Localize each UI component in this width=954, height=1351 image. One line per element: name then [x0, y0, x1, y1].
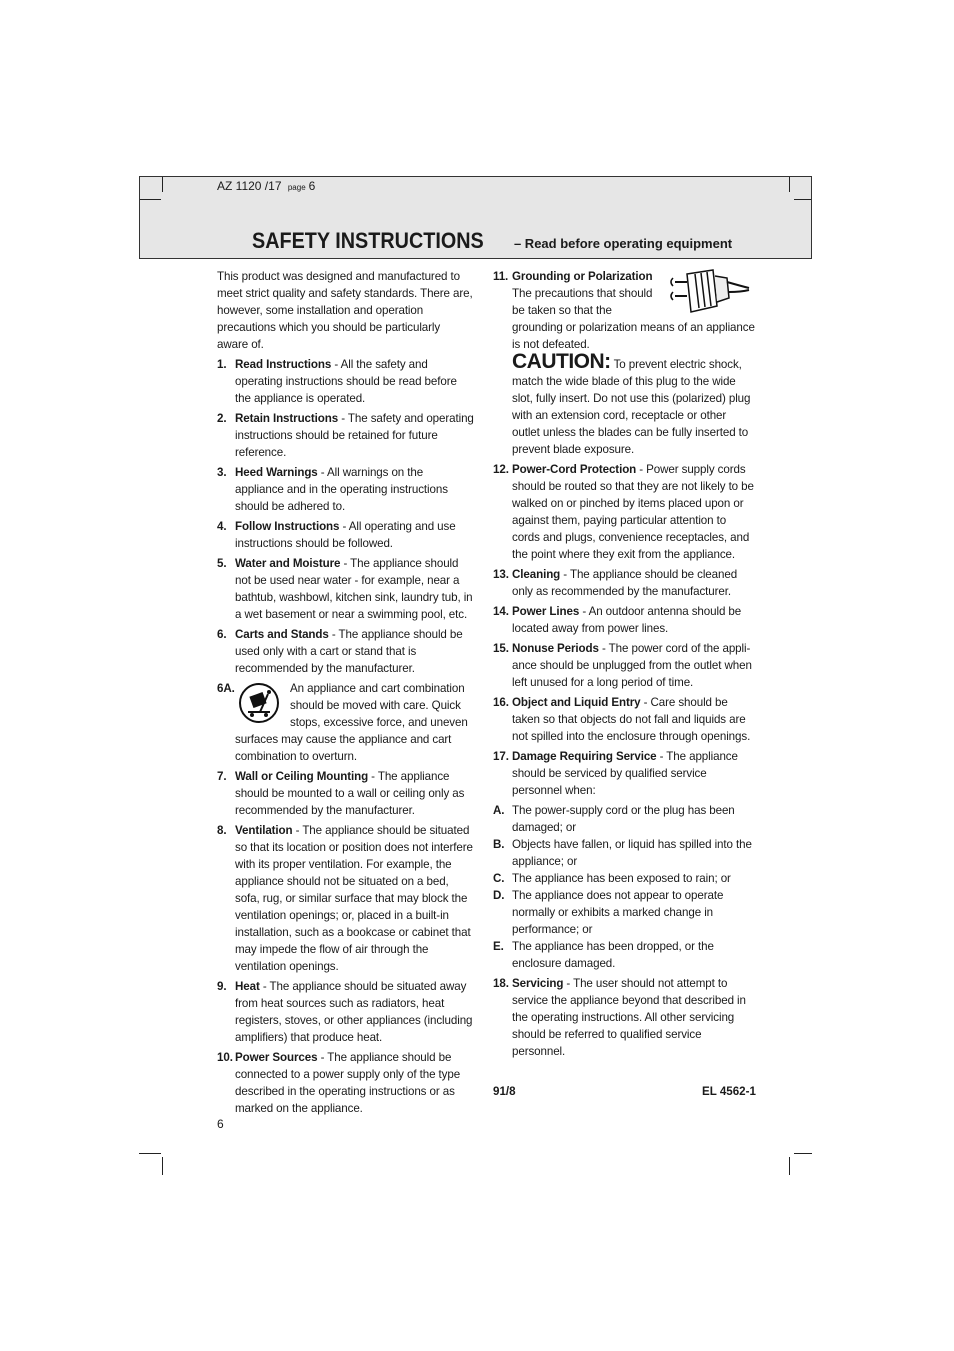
cart-tipover-warning-icon: [238, 682, 280, 724]
crop-mark: [794, 199, 811, 200]
instruction-item-11: [493, 268, 755, 458]
item-text: - All operating and use instructions should be followed.: [235, 520, 456, 550]
item-letter: B.: [493, 838, 505, 851]
service-condition-item: [493, 836, 755, 870]
item-text: - The appliance should be situated so that its location or position does not interfere with its proper ventilation. For example, the appliance should not be situated on a bed, sofa, rug, or similar surface that may block the ventilation openings; or, placed in a built-in installation, such as a bookcase or cabinet that may impede the flow of air through the ventilation openings.: [235, 824, 473, 973]
caution-label: CAUTION:: [512, 350, 611, 373]
item-number: 6A.: [217, 682, 235, 695]
crop-mark: [789, 1157, 790, 1175]
item-text: - The user should not attempt to service the appliance beyond that described in the operating instructions. All other servicing should be referred to qualified service personnel.: [512, 977, 746, 1058]
item-term: Water and Moisture: [235, 557, 341, 570]
instruction-item: [493, 694, 755, 745]
item-text: - The appliance should be used only with a cart or stand that is recommended by the manufacturer.: [235, 628, 463, 675]
item-term: Carts and Stands: [235, 628, 329, 641]
crop-mark: [140, 199, 161, 200]
item-number: 3.: [217, 466, 227, 479]
document-code: [217, 179, 315, 193]
item-number: 2.: [217, 412, 227, 425]
instruction-item: [493, 566, 755, 600]
item-number: 6.: [217, 628, 227, 641]
crop-mark: [139, 1153, 161, 1154]
item-number: 5.: [217, 557, 227, 570]
page-number: 6: [217, 1117, 224, 1131]
item-letter: D.: [493, 889, 505, 902]
service-condition-item: [493, 887, 755, 938]
item-term: Damage Requiring Service: [512, 750, 657, 763]
service-condition-item: [493, 802, 755, 836]
item-text: - All the safety and operating instructions should be read before the appliance is operated.: [235, 358, 457, 405]
item-number: 11.: [493, 270, 509, 283]
item-number: 10.: [217, 1051, 233, 1064]
service-condition-item: [493, 938, 755, 972]
item-text: - The appliance should be situated away from heat sources such as radiators, heat registers, stoves, or other appliances (including amplifiers) that produce heat.: [235, 980, 473, 1044]
page-word: page: [287, 183, 306, 192]
item-text: - The appliance should be cleaned only as recommended by the manufacturer.: [512, 568, 738, 598]
item-number: 16.: [493, 696, 509, 709]
item-term: Retain Instructions: [235, 412, 339, 425]
instruction-item-6a: [217, 680, 474, 765]
item-term: Power Sources: [235, 1051, 318, 1064]
item-number: 14.: [493, 605, 509, 618]
instruction-item: [493, 640, 755, 691]
instruction-item: [493, 603, 755, 637]
crop-mark: [794, 1153, 812, 1154]
item-letter: E.: [493, 940, 504, 953]
item-text: - The appliance should be serviced by qualified service personnel when:: [512, 750, 738, 797]
service-condition-item: [493, 870, 755, 887]
item-term: Servicing: [512, 977, 564, 990]
item-text: The appliance does not appear to operate normally or exhibits a marked change in performance; or: [512, 889, 724, 936]
item-text: An appliance and cart combination should be moved with care. Quick stops, excessive force, and uneven surfaces may cause the appliance and cart combination to overturn.: [235, 682, 468, 763]
item-text: The appliance has been exposed to rain; or: [512, 872, 731, 885]
instruction-item: [493, 748, 755, 799]
instruction-list: [217, 768, 474, 1117]
instruction-item: [493, 461, 755, 563]
instruction-item: [217, 555, 474, 623]
item-text: - The power cord of the appli-ance should be unplugged from the outlet when left unused for a long period of time.: [512, 642, 752, 689]
item-term: Power-Cord Protection: [512, 463, 637, 476]
instruction-item-18: [493, 975, 755, 1060]
footer-code-right: EL 4562-1: [702, 1085, 756, 1098]
item-text: The precautions that should be taken so that the grounding or polarization means of an appliance is not defeated.: [512, 287, 755, 351]
crop-mark: [789, 177, 790, 192]
instruction-item: [217, 410, 474, 461]
model-number: AZ 1120 /17: [217, 179, 282, 193]
page-title: [252, 228, 732, 254]
footer-code-left: 91/8: [493, 1085, 516, 1098]
item-text: Objects have fallen, or liquid has spilled into the appliance; or: [512, 838, 752, 868]
instruction-item: [217, 768, 474, 819]
header-page-number: 6: [308, 179, 316, 193]
instruction-item: [217, 1049, 474, 1117]
title-main: SAFETY INSTRUCTIONS: [252, 228, 484, 253]
item-number: 12.: [493, 463, 509, 476]
item-term: Heat: [235, 980, 260, 993]
item-term: Ventilation: [235, 824, 293, 837]
caution-text: To prevent electric shock, match the wide blade of this plug to the wide slot, fully insert. Do not use this (polarized) plug with an extension cord, receptacle or other outlet unless the blades can be fully inserted to prevent blade exposure.: [512, 358, 751, 456]
item-term: Object and Liquid Entry: [512, 696, 641, 709]
item-text: - An outdoor antenna should be located away from power lines.: [512, 605, 742, 635]
left-column: [217, 268, 474, 1120]
item-number: 4.: [217, 520, 227, 533]
item-number: 9.: [217, 980, 227, 993]
item-number: 13.: [493, 568, 509, 581]
item-number: 8.: [217, 824, 227, 837]
crop-mark: [162, 1157, 163, 1175]
item-letter: A.: [493, 804, 505, 817]
polarized-plug-icon: [665, 268, 753, 318]
instruction-item: [217, 356, 474, 407]
item-term: Wall or Ceiling Mounting: [235, 770, 369, 783]
item-text: - Power supply cords should be routed so that they are not likely to be walked on or pinched by items placed upon or against them, paying particular attention to cords and plugs, convenience receptacles, and the point where they exit from the appliance.: [512, 463, 754, 561]
item-text: The appliance has been dropped, or the enclosure damaged.: [512, 940, 714, 970]
item-text: - Care should be taken so that objects do not fall and liquids are not spilled into the enclosure through openings.: [512, 696, 751, 743]
item-letter: C.: [493, 872, 505, 885]
instruction-list: [493, 461, 755, 799]
instruction-item: [217, 978, 474, 1046]
item-term: Heed Warnings: [235, 466, 318, 479]
item-text: - The appliance should be mounted to a wall or ceiling only as recommended by the manufacturer.: [235, 770, 465, 817]
item-number: 17.: [493, 750, 509, 763]
item-term: Power Lines: [512, 605, 580, 618]
item-term: Grounding or Polarization: [512, 270, 653, 283]
item-text: - The safety and operating instructions should be retained for future reference.: [235, 412, 474, 459]
item-term: Read Instructions: [235, 358, 332, 371]
title-subtitle: – Read before operating equipment: [513, 236, 733, 251]
instruction-item: [217, 518, 474, 552]
service-conditions-list: [493, 802, 755, 972]
item-term: Follow Instructions: [235, 520, 340, 533]
right-column: [493, 268, 755, 1063]
item-number: 1.: [217, 358, 227, 371]
item-number: 18.: [493, 977, 509, 990]
item-term: Cleaning: [512, 568, 561, 581]
item-text: - The appliance should not be used near water - for example, near a bathtub, washbowl, kitchen sink, laundry tub, in a wet basement or near a swimming pool, etc.: [235, 557, 473, 621]
instruction-item: [217, 464, 474, 515]
item-number: 7.: [217, 770, 227, 783]
instruction-list: [217, 356, 474, 677]
intro-paragraph: This product was designed and manufactured to meet strict quality and safety standards. There are, however, some installation and operation precautions which you should be particularly aware of.: [217, 270, 473, 351]
instruction-item: [217, 822, 474, 975]
item-text: - All warnings on the appliance and in the operating instructions should be adhered to.: [235, 466, 448, 513]
instruction-item: [217, 626, 474, 677]
item-text: The power-supply cord or the plug has been damaged; or: [512, 804, 735, 834]
item-text: - The appliance should be connected to a power supply only of the type described in the operating instructions or as marked on the appliance.: [235, 1051, 461, 1115]
item-number: 15.: [493, 642, 509, 655]
item-term: Nonuse Periods: [512, 642, 599, 655]
crop-mark: [162, 177, 163, 192]
